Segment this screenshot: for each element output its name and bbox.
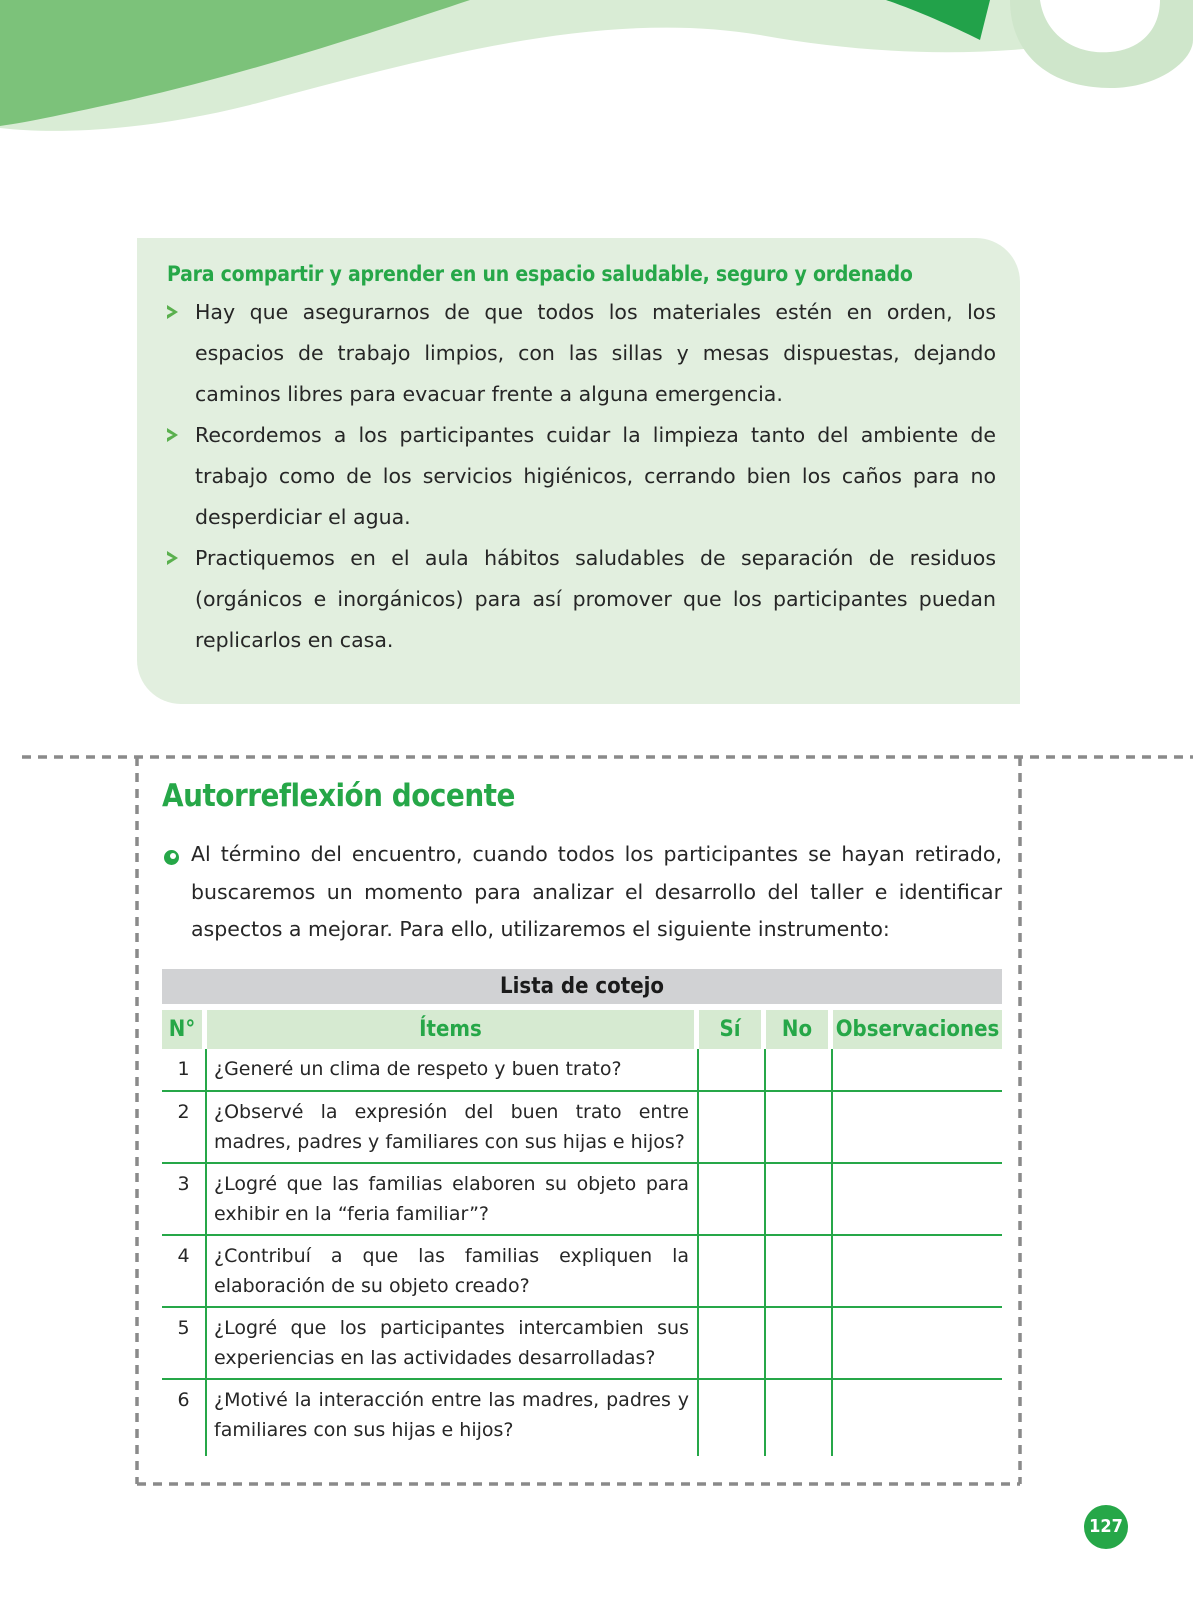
no-cell[interactable] [766, 1049, 833, 1092]
circle-bullet-icon [164, 850, 179, 865]
row-item-line: exhibir en la “feria familiar”? [214, 1202, 490, 1225]
row-number: 1 [162, 1049, 207, 1092]
chevron-right-icon [167, 305, 178, 319]
column-header-num: N° [162, 1010, 207, 1049]
tips-list [167, 292, 996, 661]
safety-tips-box [137, 238, 1020, 704]
row-item-line: ¿Logré que los participantes intercambien sus [214, 1317, 689, 1339]
row-item-line: experiencias en las actividades desarrolladas? [214, 1346, 656, 1369]
observations-cell[interactable] [833, 1380, 1002, 1456]
no-cell[interactable] [766, 1164, 833, 1236]
table-row [162, 1164, 1002, 1236]
table-row [162, 1308, 1002, 1380]
column-header-observations: Observaciones [833, 1010, 1002, 1049]
table-row [162, 1092, 1002, 1164]
no-cell[interactable] [766, 1092, 833, 1164]
table-row [162, 1049, 1002, 1092]
row-item-line: ¿Observé la expresión del buen trato entre [214, 1101, 689, 1123]
yes-cell[interactable] [699, 1308, 766, 1380]
tips-list-item [167, 538, 996, 661]
row-item [207, 1308, 699, 1380]
row-number: 6 [162, 1380, 207, 1456]
row-number: 5 [162, 1308, 207, 1380]
tips-list-item [167, 415, 996, 538]
header-wave-decoration [0, 0, 1193, 140]
table-row [162, 1380, 1002, 1456]
yes-cell[interactable] [699, 1236, 766, 1308]
intro-text: Al término del encuentro, cuando todos los participantes se hayan retirado, buscaremos un momento para analizar el desarrollo del taller e identificar aspectos a mejorar. Para ello, utilizaremos el siguiente instrumento: [191, 842, 1002, 941]
tips-item-text: Recordemos a los participantes cuidar la limpieza tanto del ambiente de trabajo como de los servicios higiénicos, cerrando bien los caños para no desperdiciar el agua. [195, 423, 996, 529]
yes-cell[interactable] [699, 1092, 766, 1164]
row-item-line: madres, padres y familiares con sus hijas e hijos? [214, 1130, 685, 1153]
row-item-line: familiares con sus hijas e hijos? [214, 1418, 514, 1441]
row-item [207, 1236, 699, 1308]
observations-cell[interactable] [833, 1308, 1002, 1380]
row-item [207, 1092, 699, 1164]
row-number: 2 [162, 1092, 207, 1164]
table-row [162, 1236, 1002, 1308]
no-cell[interactable] [766, 1380, 833, 1456]
column-header-no: No [766, 1010, 833, 1049]
row-item [207, 1049, 699, 1092]
row-number: 3 [162, 1164, 207, 1236]
row-item-line: ¿Motivé la interacción entre las madres, padres y [214, 1389, 689, 1411]
yes-cell[interactable] [699, 1380, 766, 1456]
no-cell[interactable] [766, 1308, 833, 1380]
column-header-yes: Sí [699, 1010, 766, 1049]
checklist-caption: Lista de cotejo [162, 969, 1002, 1010]
row-item-line: ¿Contribuí a que las familias expliquen la [214, 1245, 689, 1267]
column-header-items: Ítems [207, 1010, 699, 1049]
observations-cell[interactable] [833, 1236, 1002, 1308]
observations-cell[interactable] [833, 1049, 1002, 1092]
checklist-table [162, 969, 1002, 1456]
row-item-line: ¿Generé un clima de respeto y buen trato? [214, 1058, 622, 1080]
row-item-line: elaboración de su objeto creado? [214, 1274, 530, 1297]
section-title: Autorreflexión docente [162, 778, 515, 814]
row-item-line: ¿Logré que las familias elaboren su objeto para [214, 1173, 689, 1195]
yes-cell[interactable] [699, 1049, 766, 1092]
row-number: 4 [162, 1236, 207, 1308]
no-cell[interactable] [766, 1236, 833, 1308]
intro-paragraph [162, 836, 1002, 949]
tips-item-text: Practiquemos en el aula hábitos saludables de separación de residuos (orgánicos e inorgánicos) para así promover que los participantes puedan replicarlos en casa. [195, 546, 996, 652]
yes-cell[interactable] [699, 1164, 766, 1236]
observations-cell[interactable] [833, 1092, 1002, 1164]
tips-item-text: Hay que asegurarnos de que todos los materiales estén en orden, los espacios de trabajo limpios, con las sillas y mesas dispuestas, dejando caminos libres para evacuar frente a alguna emergencia. [195, 300, 996, 406]
chevron-right-icon [167, 428, 178, 442]
row-item [207, 1380, 699, 1456]
row-item [207, 1164, 699, 1236]
page-number-badge: 127 [1084, 1505, 1128, 1549]
chevron-right-icon [167, 551, 178, 565]
observations-cell[interactable] [833, 1164, 1002, 1236]
tips-title: Para compartir y aprender en un espacio saludable, seguro y ordenado [167, 262, 913, 286]
tips-list-item [167, 292, 996, 415]
